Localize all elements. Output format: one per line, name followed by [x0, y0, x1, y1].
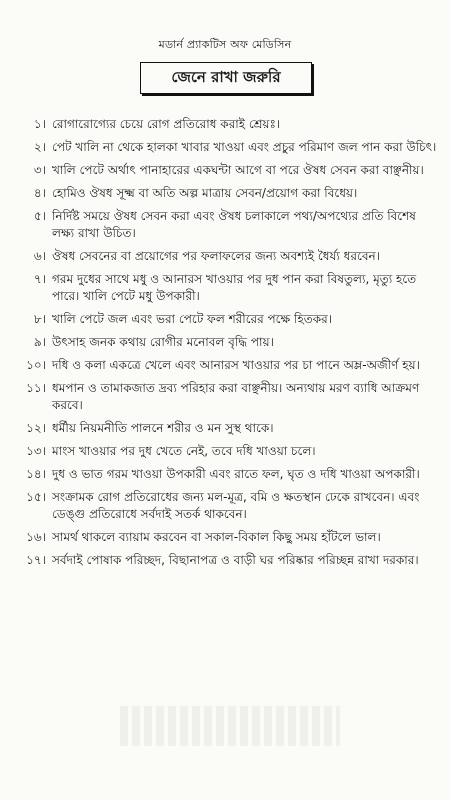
item-number: ১৩। [26, 444, 46, 458]
item-text: সর্বদাই পোষাক পরিচ্ছদ, বিছানাপত্র ও বাড়ী ঘর পরিষ্কার পরিচ্ছন্ন রাখা দরকার। [52, 553, 419, 567]
item-number: ১৪। [26, 467, 46, 481]
list-item [14, 248, 438, 265]
item-number: ৮। [33, 312, 46, 326]
item-text: সামর্থ থাকলে ব্যায়াম করবেন বা সকাল-বিকাল কিছু সময় হাঁটলে ভাল। [52, 530, 381, 544]
list-item [14, 357, 438, 374]
item-number: ১০। [26, 358, 46, 372]
item-text: রোগারোগ্যের চেয়ে রোগ প্রতিরোধ করাই শ্রেয়ঃ। [52, 117, 281, 131]
item-number: ৫। [33, 209, 46, 223]
item-number: ৭। [33, 272, 46, 286]
list-item [14, 529, 438, 546]
item-text: ঔষধ সেবনের বা প্রয়োগের পর ফলাফলের জন্য অবশ্যই ধৈর্য্য ধরবেন। [52, 249, 380, 263]
list-item [14, 466, 438, 483]
item-number: ৯। [33, 335, 46, 349]
list-item [14, 162, 438, 179]
list-item [14, 489, 438, 523]
item-number: ১২। [26, 421, 46, 435]
item-number: ১৬। [26, 530, 46, 544]
list-item [14, 185, 438, 202]
list-item [14, 116, 438, 133]
list-item [14, 208, 438, 242]
item-text: গরম দুধের সাথে মধু ও আনারস খাওয়ার পর দুধ পান করা বিষতুল্য, মৃত্যু হতে পারে। খালি পেটে মধু উপকারী। [52, 272, 417, 303]
list-item [14, 271, 438, 305]
item-text: পেট খালি না থেকে হালকা খাবার খাওয়া এবং প্রচুর পরিমাণ জল পান করা উচিৎ। [52, 140, 437, 154]
item-text: দধি ও কলা একত্রে খেলে এবং আনারস খাওয়ার পর চা পানে অম্ল-অজীর্ণ হয়। [52, 358, 420, 372]
list-item [14, 420, 438, 437]
item-number: ১৭। [26, 553, 46, 567]
item-number: ১৫। [26, 490, 46, 504]
item-number: ১। [33, 117, 46, 131]
scan-bleed-through [120, 706, 340, 746]
item-text: খালি পেটে জল এবং ভরা পেটে ফল শরীরের পক্ষে হিতকর। [52, 312, 333, 326]
item-text: সংক্রামক রোগ প্রতিরোধের জন্য মল-মূত্র, বমি ও ক্ষতস্থান ঢেকে রাখবেন। এবং ডেঙ্গু প্রতিরোধে সর্বদাই সতর্ক থাকবেন। [52, 490, 420, 521]
item-text: খালি পেটে অর্থাৎ পানাহারের একঘন্টা আগে বা পরে ঔষধ সেবন করা বাঞ্ছনীয়। [52, 163, 424, 177]
list-item [14, 443, 438, 460]
list-item [14, 380, 438, 414]
item-text: ধমপান ও তামাকজাত দ্রব্য পরিহার করা বাঞ্ছনীয়। অন্যথায় মরণ ব্যাধি আক্রমণ করবে। [52, 381, 420, 412]
item-text: উৎসাহ জনক কথায় রোগীর মনোবল বৃদ্ধি পায়। [52, 335, 274, 349]
list-item [14, 552, 438, 569]
item-number: ১১। [26, 381, 46, 395]
list-item [14, 311, 438, 328]
item-text: দুধ ও ভাত গরম খাওয়া উপকারী এবং রাতে ফল, ঘৃত ও দধি খাওয়া অপকারী। [52, 467, 420, 481]
section-title-box [140, 62, 312, 94]
item-text: ধর্মীয় নিয়মনীতি পালনে শরীর ও মন সুস্থ থাকে। [52, 421, 274, 435]
item-text: হোমিও ঔষধ সূক্ষ্ম বা অতি অল্প মাত্রায় সেবন/প্রয়োগ করা বিধেয়। [52, 186, 358, 200]
list-item [14, 139, 438, 156]
advice-list [14, 116, 438, 575]
running-header: মডার্ন প্র্যাকটিস অফ মেডিসিন [158, 38, 292, 51]
item-number: ৪। [33, 186, 46, 200]
item-number: ৩। [33, 163, 46, 177]
item-text: নির্দিষ্ট সময়ে ঔষধ সেবন করা এবং ঔষধ চলাকালে পথ্য/অপথ্যের প্রতি বিশেষ লক্ষ্য রাখা উচিত। [52, 209, 416, 240]
item-text: মাংস খাওয়ার পর দুধ খেতে নেই, তবে দধি খাওয়া চলে। [52, 444, 316, 458]
list-item [14, 334, 438, 351]
item-number: ৬। [33, 249, 46, 263]
section-title: জেনে রাখা জরুরি [171, 67, 281, 86]
item-number: ২। [33, 140, 46, 154]
